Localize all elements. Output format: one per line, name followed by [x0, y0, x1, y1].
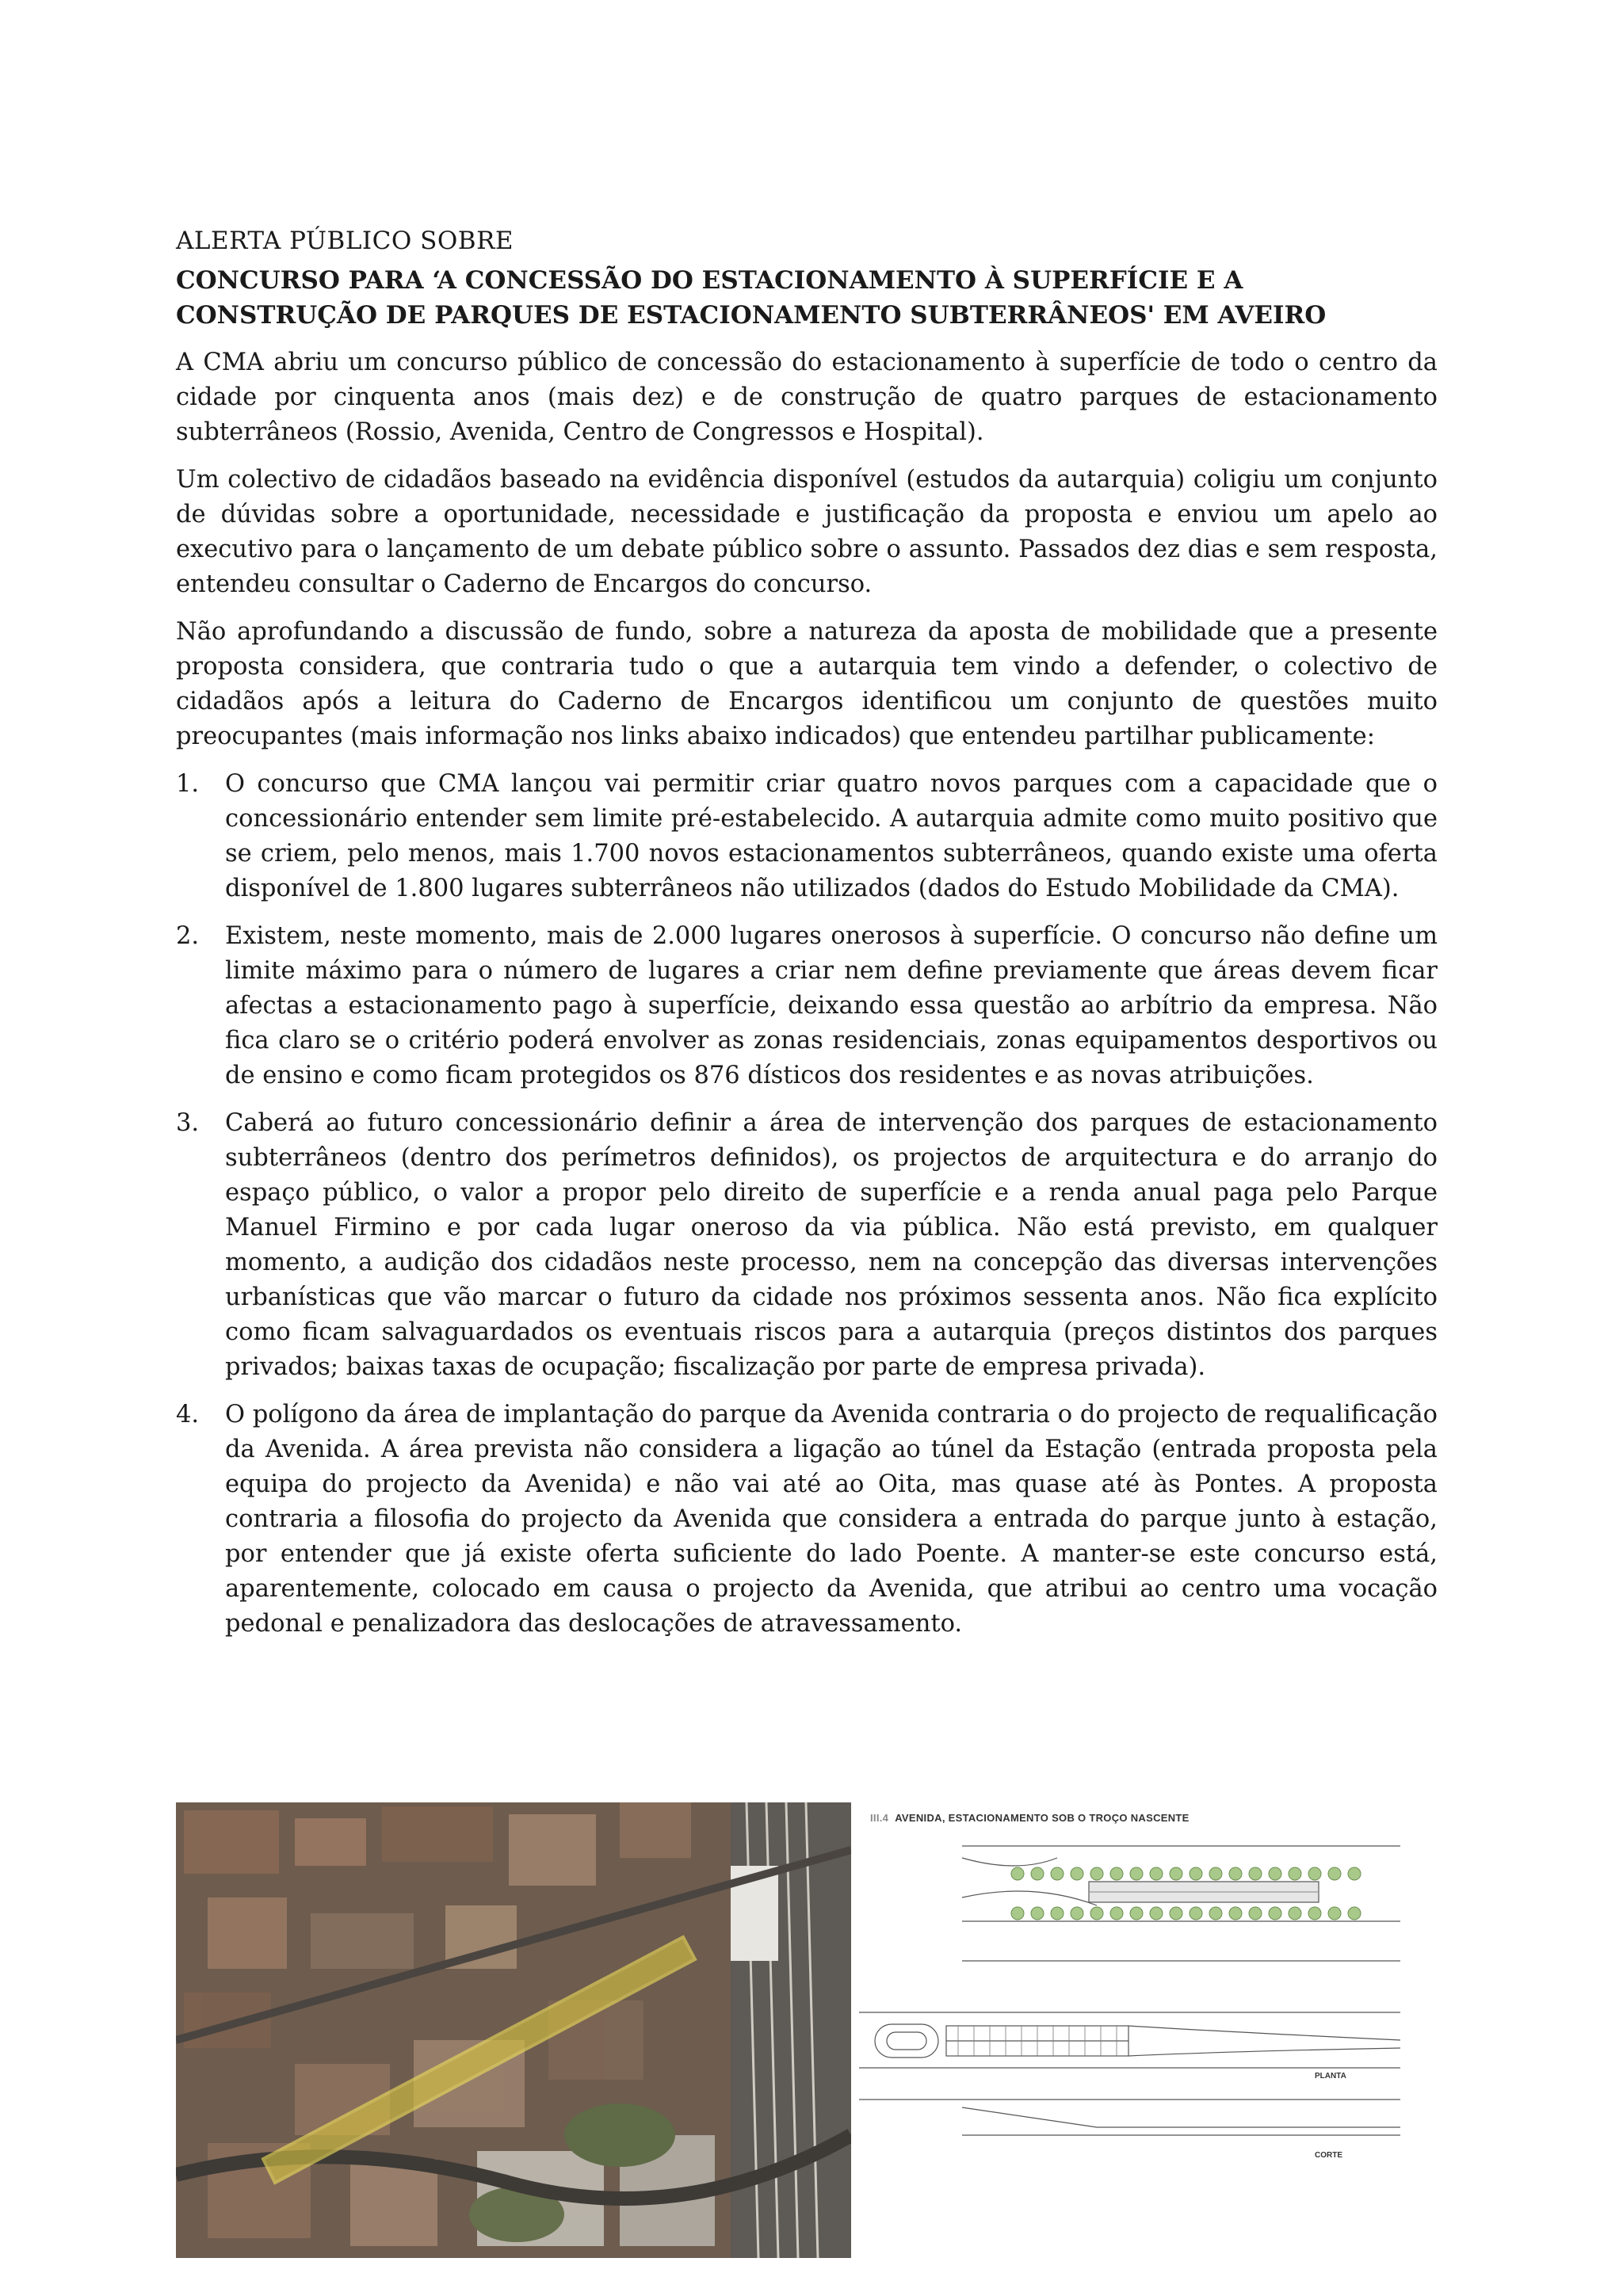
document-title: CONCURSO PARA ‘A CONCESSÃO DO ESTACIONAMENTO À SUPERFÍCIE E A CONSTRUÇÃO DE PARQUES DE ESTACIONAMENTO SUBTERRÂNEOS' EM AVEIRO — [176, 266, 1327, 330]
plan-drawing — [859, 1802, 1400, 2258]
plan-title-text: AVENIDA, ESTACIONAMENTO SOB O TROÇO NASCENTE — [895, 1812, 1190, 1824]
list-item — [176, 1398, 1438, 1642]
plan-number: III.4 — [870, 1812, 889, 1824]
figures-row — [176, 1802, 1400, 2258]
list-item — [176, 919, 1438, 1093]
list-text: O polígono da área de implantação do parque da Avenida contraria o do projecto de requalificação da Avenida. A área prevista não considera a ligação ao túnel da Estação (entrada proposta pela equipa do projecto da Avenida) e não vai até ao Oita, mas quase até às Pontes. A proposta contraria a filosofia do projecto da Avenida que considera a entrada do parque junto à estação, por entender que já existe oferta suficiente do lado Poente. A manter-se este concurso está, aparentemente, colocado em causa o projecto da Avenida, que atribui ao centro uma vocação pedonal e penalizadora das deslocações de atravessamento. — [225, 1401, 1438, 1638]
aerial-photo-graphic — [176, 1802, 851, 2258]
list-number: 2. — [176, 922, 200, 950]
list-text: Caberá ao futuro concessionário definir a área de intervenção dos parques de estacionamento subterrâneos (dentro dos perímetros definidos), os projectos de arquitectura e do arranjo do espaço público, o valor a propor pelo direito de superfície e a renda anual paga pelo Parque Manuel Firmino e por cada lugar oneroso da via pública. Não está previsto, em qualquer momento, a audição dos cidadãos neste processo, nem na concepção das diversas intervenções urbanísticas que vão marcar o futuro da cidade nos próximos sessenta anos. Não fica explícito como ficam salvaguardados os eventuais riscos para a autarquia (preços distintos dos parques privados; baixas taxas de ocupação; fiscalização por parte de empresa privada). — [225, 1109, 1438, 1381]
list-item — [176, 1106, 1438, 1385]
list-item — [176, 767, 1438, 906]
list-number: 3. — [176, 1109, 200, 1137]
plan-label-planta: PLANTA — [1315, 2072, 1346, 2081]
plan-graphic — [859, 1802, 1400, 2258]
list-text: O concurso que CMA lançou vai permitir criar quatro novos parques com a capacidade que o concessionário entender sem limite pré-estabelecido. A autarquia admite como muito positivo que se criem, pelo menos, mais 1.700 novos estacionamentos subterrâneos, quando existe uma oferta disponível de 1.800 lugares subterrâneos não utilizados (dados do Estudo Mobilidade da CMA). — [225, 770, 1438, 902]
list-text: Existem, neste momento, mais de 2.000 lugares onerosos à superfície. O concurso não define um limite máximo para o número de lugares a criar nem define previamente que áreas devem ficar afectas a estacionamento pago à superfície, deixando essa questão ao arbítrio da empresa. Não fica claro se o critério poderá envolver as zonas residenciais, zonas equipamentos desportivos ou de ensino e como ficam protegidos os 876 dísticos dos residentes e as novas atribuições. — [225, 922, 1438, 1089]
paragraph-1: A CMA abriu um concurso público de concessão do estacionamento à superfície de todo o centro da cidade por cinquenta anos (mais dez) e de construção de quatro parques de estacionamento subterrâneos (Rossio, Avenida, Centro de Congressos e Hospital). — [176, 349, 1438, 446]
paragraph-2: Um colectivo de cidadãos baseado na evidência disponível (estudos da autarquia) coligiu um conjunto de dúvidas sobre a oportunidade, necessidade e justificação da proposta e enviou um apelo ao executivo para o lançamento de um debate público sobre o assunto. Passados dez dias e sem resposta, entendeu consultar o Caderno de Encargos do concurso. — [176, 466, 1438, 598]
plan-label-corte: CORTE — [1315, 2151, 1342, 2160]
paragraph-3: Não aprofundando a discussão de fundo, sobre a natureza da aposta de mobilidade que a presente proposta considera, que contraria tudo o que a autarquia tem vindo a defender, o colectivo de cidadãos após a leitura do Caderno de Encargos identificou um conjunto de questões muito preocupantes (mais informação nos links abaixo indicados) que entendeu partilhar publicamente: — [176, 618, 1438, 750]
aerial-photo — [176, 1802, 851, 2258]
list-number: 4. — [176, 1401, 200, 1428]
document-body — [176, 223, 1438, 1654]
heading-pre: ALERTA PÚBLICO SOBRE — [176, 227, 514, 255]
list-number: 1. — [176, 770, 200, 798]
issues-list — [176, 767, 1438, 1642]
